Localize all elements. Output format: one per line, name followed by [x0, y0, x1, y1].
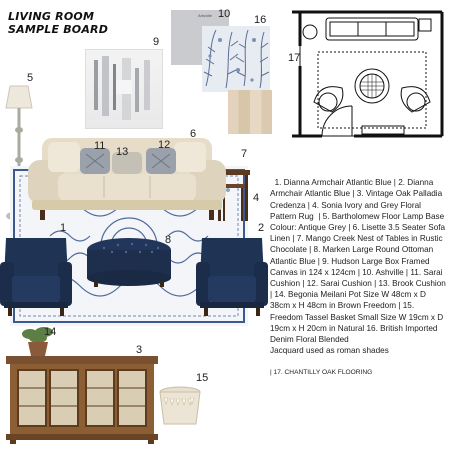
label-13: 13 — [116, 146, 129, 158]
label-12: 12 — [158, 139, 171, 151]
fabric-swatch — [202, 26, 270, 92]
label-5: 5 — [27, 72, 34, 84]
label-9: 9 — [153, 36, 160, 48]
legend-body: 1. Dianna Armchair Atlantic Blue | 2. Dianna Armchair Atlantic Blue | 3. Vintage Oak Palladia Credenza | 4. Sonia Ivory and Grey Floral Pattern Rug | 5. Bartholomew Floor Lamp Base Colour: Antique Grey | 6. Lisette 3.5 Seater Sofa Linen | 7. Mango Creek Nest of Tables in Rustic Chocolate | 8. Marken Large Round Ottoman Atlantic Blue | 9. Hudson Large Box Framed Canvas in 124 x 124cm | 10. Ashville | 11. Sarai Cushion | 12. Sarai Cushion | 13. Brook Cushion | 14. Begonia Meilani Pot Size W 48cm x D 38cm x H 48cm in Brown Freedom | 15. Freedom Tassel Basket Small Size W 19cm x D 19cm x H 20cm in Natural 16. British Imported Denim Floral Blended Jacquard used as roman shades — [270, 178, 446, 356]
oak-flooring-swatch — [228, 90, 272, 134]
swatch-label — [198, 13, 212, 18]
oak-credenza — [6, 356, 158, 444]
label-3: 3 — [136, 344, 143, 356]
label-17: 17 — [288, 52, 301, 64]
label-6: 6 — [190, 128, 197, 140]
label-4: 4 — [253, 192, 260, 204]
label-15: 15 — [196, 372, 209, 384]
product-legend — [270, 166, 446, 388]
round-ottoman — [84, 236, 174, 288]
label-8: 8 — [165, 234, 172, 246]
label-16: 16 — [254, 14, 267, 26]
label-10: 10 — [218, 8, 231, 20]
label-2: 2 — [258, 222, 265, 234]
floor-plan — [292, 6, 448, 146]
label-7: 7 — [241, 148, 248, 160]
armchair-right — [196, 234, 268, 316]
armchair-left — [0, 234, 72, 316]
swatch-maker: Artsville — [198, 13, 213, 18]
label-1: 1 — [60, 222, 67, 234]
framed-canvas-art — [86, 50, 162, 128]
label-11: 11 — [94, 140, 106, 152]
board-title-line1: LIVING ROOM — [8, 10, 95, 23]
board-title — [8, 10, 108, 36]
legend-footer: | 17. CHANTILLY OAK FLOORING — [270, 368, 373, 376]
board-title-line2: SAMPLE BOARD — [8, 23, 109, 36]
label-14: 14 — [44, 326, 57, 338]
tassel-basket — [158, 384, 202, 428]
